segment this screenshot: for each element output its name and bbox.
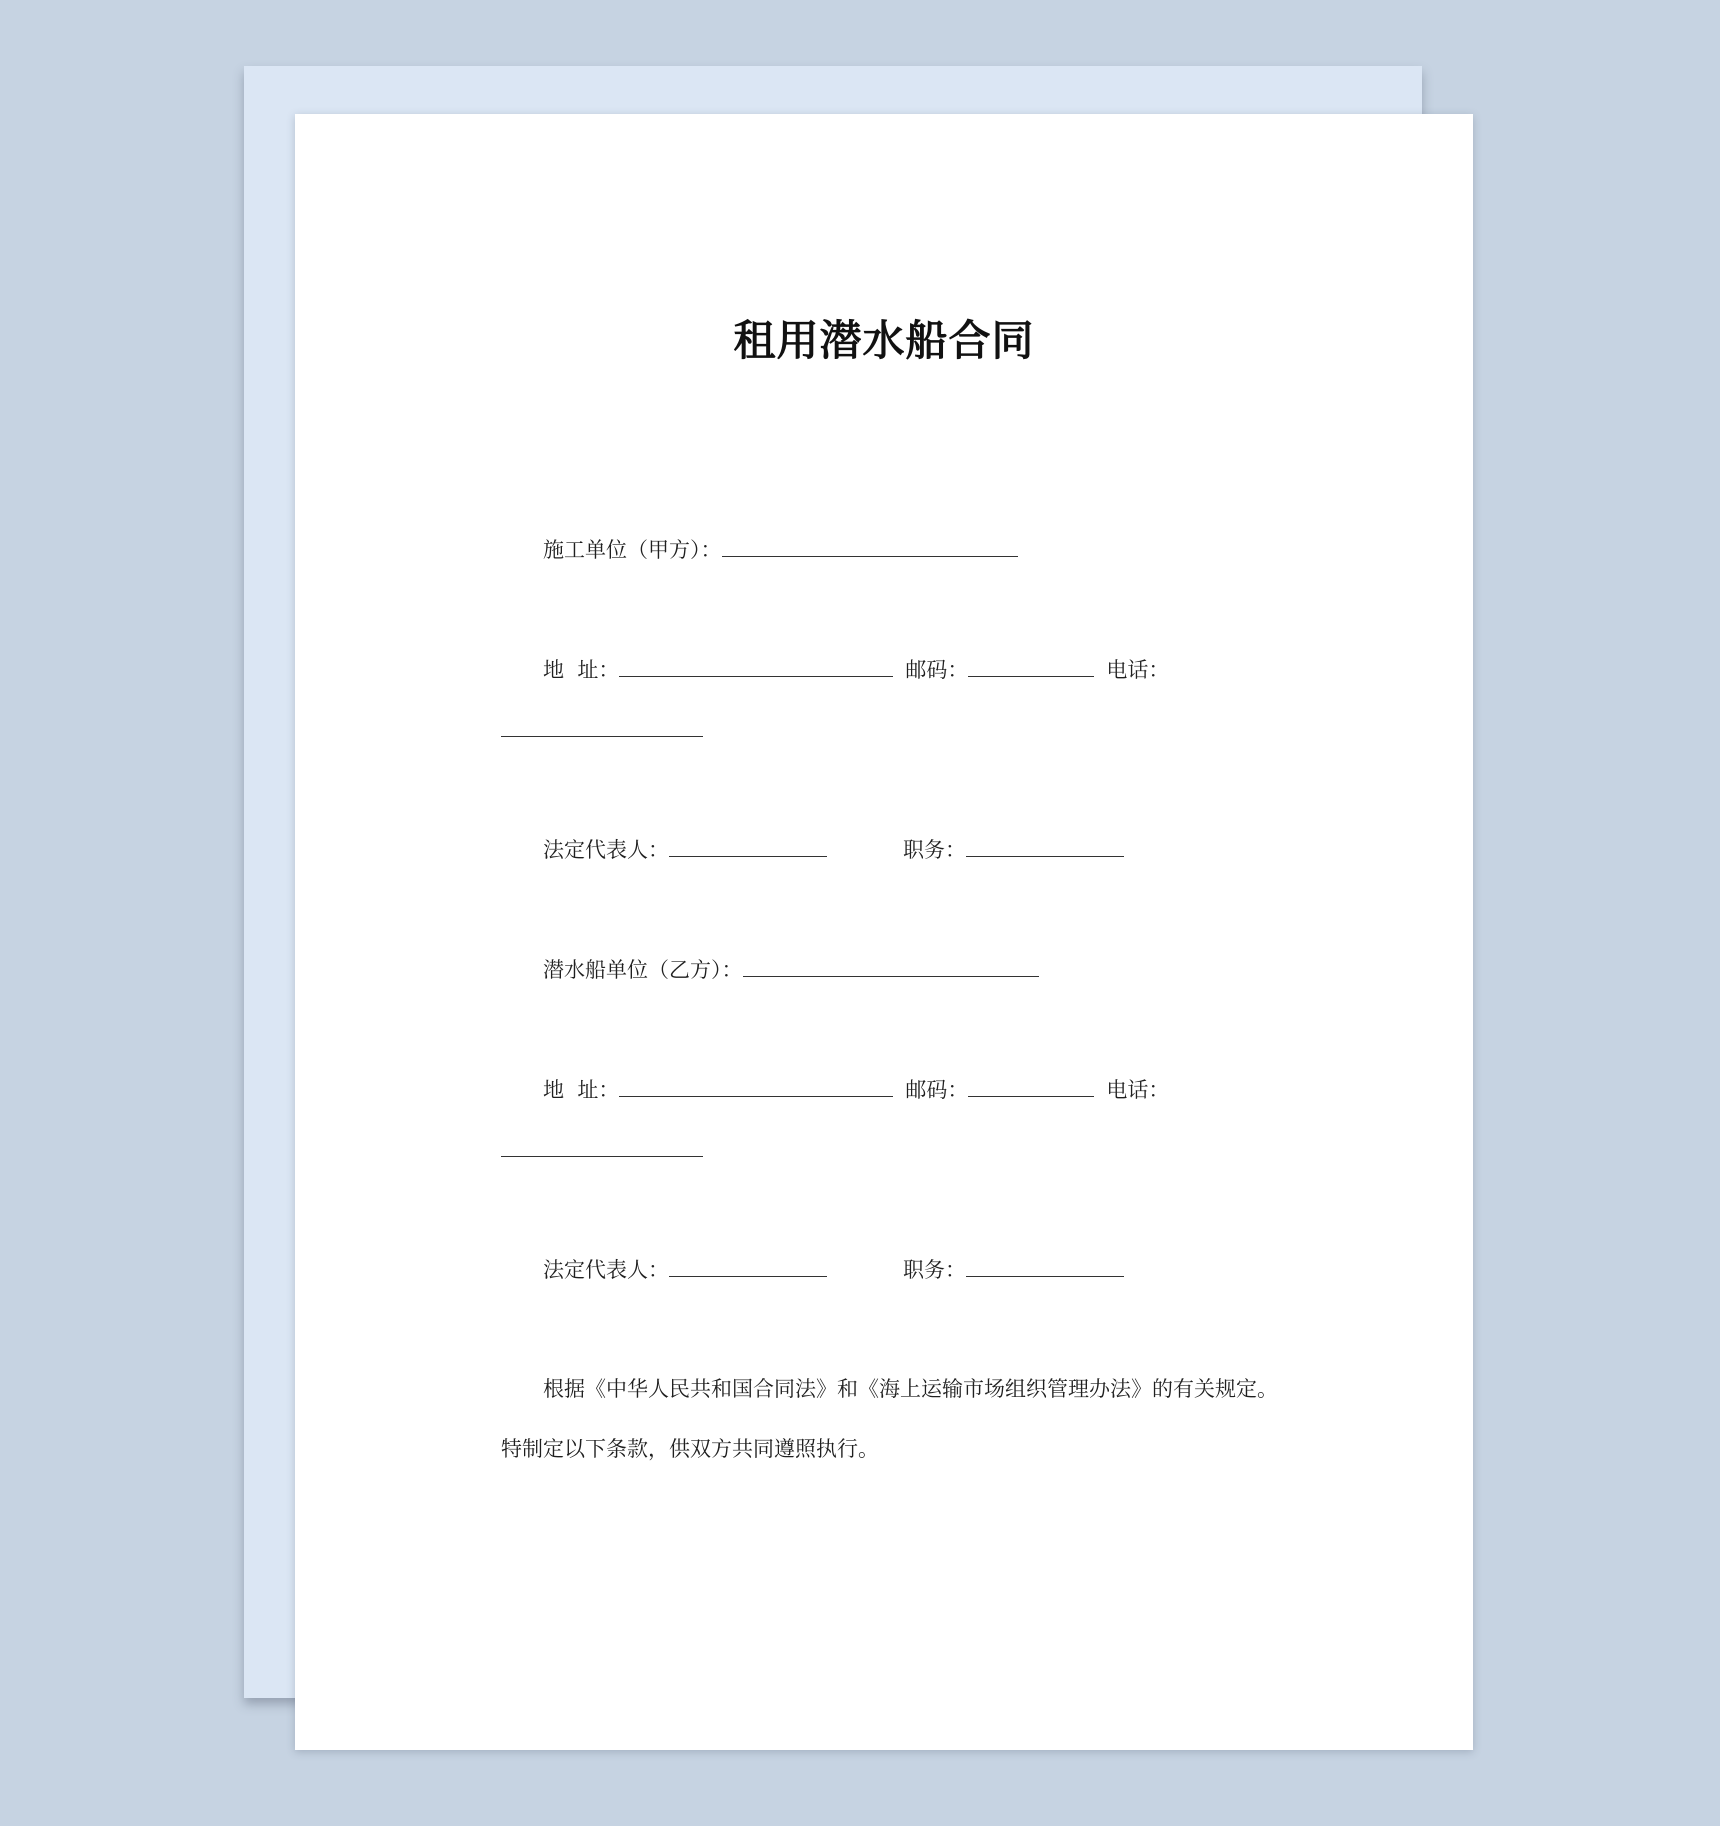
party-b-legal-rep-blank[interactable] (669, 1254, 827, 1277)
party-a-unit-label: 施工单位（甲方）： (543, 538, 722, 562)
party-a-unit-row (543, 534, 1018, 565)
party-b-unit-blank[interactable] (743, 954, 1039, 977)
party-a-position-blank[interactable] (966, 834, 1124, 857)
party-b-phone-blank[interactable] (501, 1134, 703, 1157)
party-b-unit-label: 潜水船单位（乙方）： (543, 958, 743, 982)
party-b-position-blank[interactable] (966, 1254, 1124, 1277)
party-a-position-label: 职务： (903, 838, 966, 862)
party-b-postcode-label: 邮码： (905, 1078, 969, 1102)
party-b-phone-label: 电话： (1106, 1078, 1170, 1102)
party-a-postcode-blank[interactable] (968, 654, 1094, 677)
party-a-address-blank[interactable] (619, 654, 893, 677)
party-a-address-label: 地 址： (543, 658, 620, 682)
party-a-address-row (543, 654, 1169, 685)
party-b-address-blank[interactable] (619, 1074, 893, 1097)
party-a-legal-rep-blank[interactable] (669, 834, 827, 857)
party-b-phone-row (501, 1134, 703, 1165)
document-page (295, 114, 1473, 1750)
party-b-legal-rep-row (543, 1254, 1124, 1285)
preamble-line-1: 根据《中华人民共和国合同法》和《海上运输市场组织管理办法》的有关规定。 (543, 1377, 1278, 1401)
party-a-phone-row (501, 714, 703, 745)
party-b-postcode-blank[interactable] (968, 1074, 1094, 1097)
party-a-phone-blank[interactable] (501, 714, 703, 737)
party-a-unit-blank[interactable] (722, 534, 1018, 557)
party-a-phone-label: 电话： (1106, 658, 1170, 682)
party-b-legal-rep-label: 法定代表人： (543, 1258, 669, 1282)
party-b-unit-row (543, 954, 1039, 985)
party-b-address-label: 地 址： (543, 1078, 620, 1102)
party-a-legal-rep-row (543, 834, 1124, 865)
party-a-postcode-label: 邮码： (905, 658, 969, 682)
party-b-position-label: 职务： (903, 1258, 966, 1282)
document-title: 租用潜水船合同 (733, 316, 1035, 365)
party-b-address-row (543, 1074, 1169, 1105)
preamble-line-2: 特制定以下条款，供双方共同遵照执行。 (501, 1437, 879, 1461)
party-a-legal-rep-label: 法定代表人： (543, 838, 669, 862)
